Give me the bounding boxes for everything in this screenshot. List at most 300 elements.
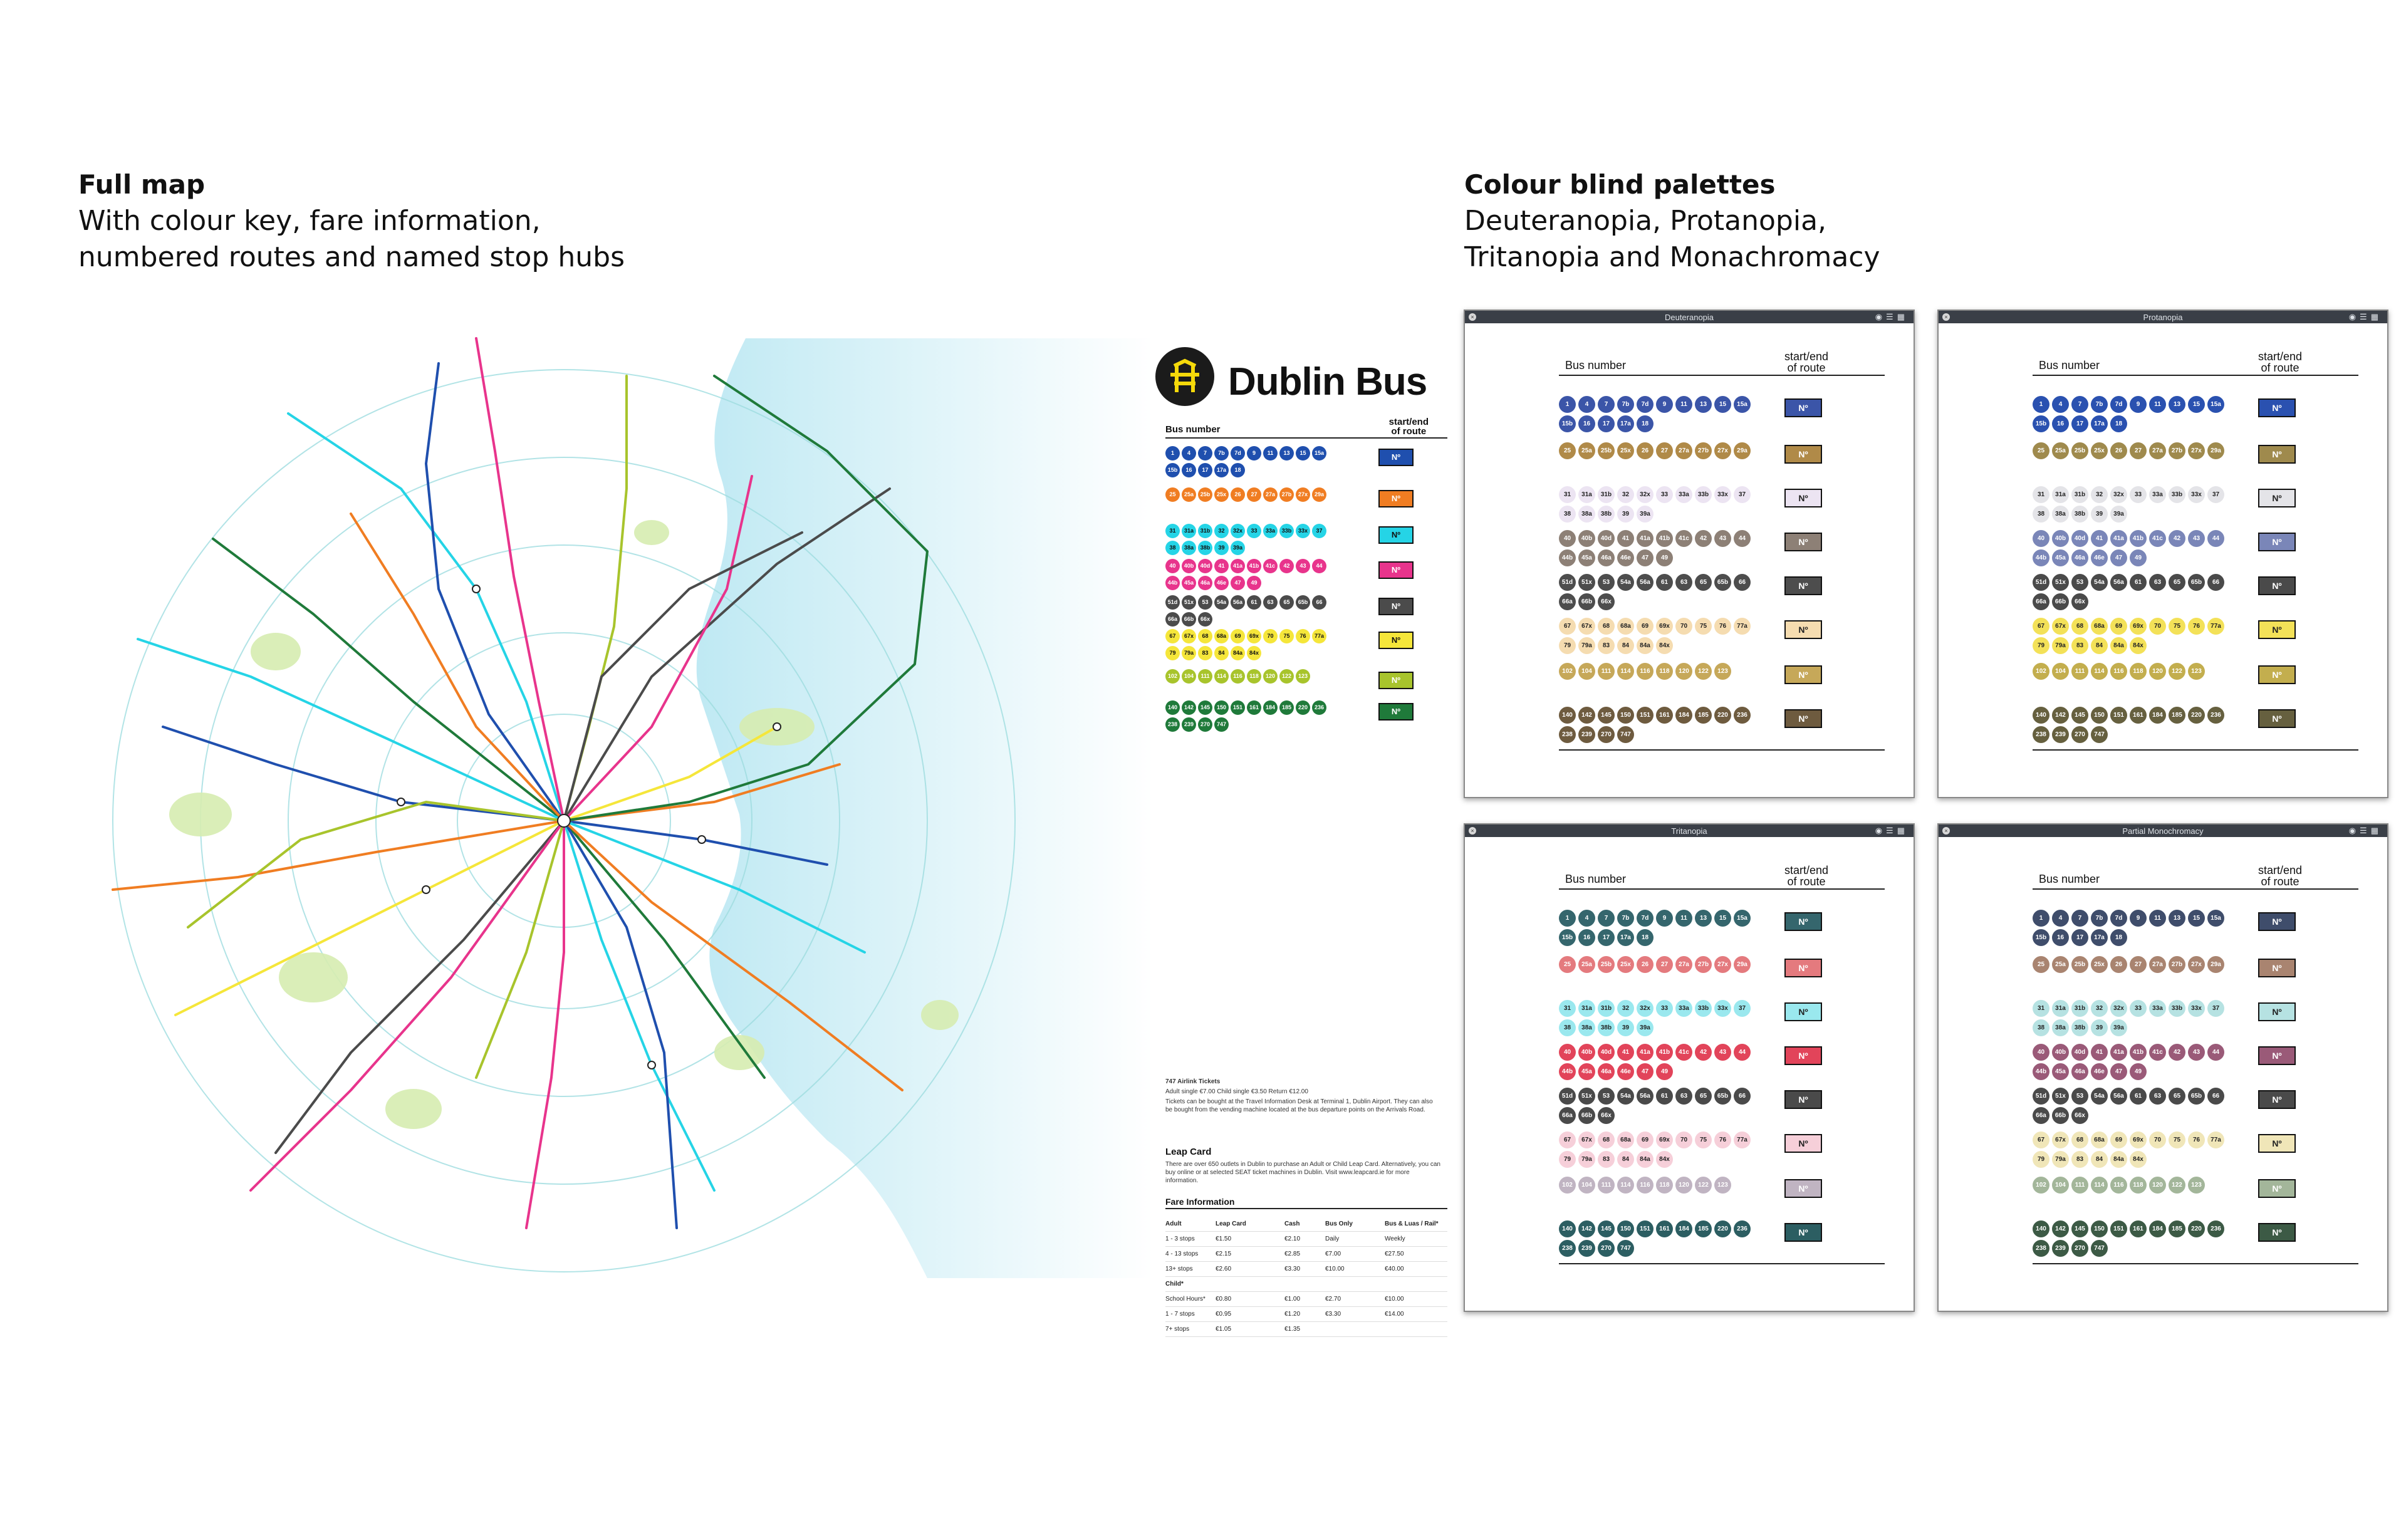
route-chip: 4 [1578, 910, 1595, 927]
eye-icon[interactable]: ◉ [1875, 312, 1887, 321]
route-chip: 68 [1598, 618, 1615, 635]
palette-divider [1559, 1263, 1885, 1264]
route-chip: 15b [2033, 415, 2049, 432]
route-chip: 9 [1247, 446, 1261, 460]
route-chip: 236 [2207, 1220, 2224, 1237]
route-chips [2033, 530, 2239, 569]
route-chip: 142 [2052, 1220, 2069, 1237]
route-chip: 49 [2130, 549, 2147, 566]
menu-icon[interactable]: ☰ [2360, 312, 2371, 321]
eye-icon[interactable]: ◉ [2348, 826, 2360, 835]
close-icon[interactable]: × [1469, 827, 1476, 835]
route-chip: 140 [1165, 700, 1180, 715]
route-chip: 145 [1598, 707, 1615, 724]
route-chip: 44b [2033, 1063, 2049, 1080]
route-chip: 44 [1734, 530, 1751, 547]
route-chips [1165, 595, 1335, 629]
route-chip: 41a [1637, 530, 1653, 547]
fare-row: 4 - 13 stops €2.15 €2.85 €7.00 €27.50 [1165, 1247, 1447, 1262]
route-chips [1559, 663, 1766, 682]
route-chip: 70 [1675, 1132, 1692, 1148]
route-chip: 31b [1598, 1000, 1615, 1017]
route-chip: 118 [2130, 1177, 2147, 1194]
route-chip: 118 [1656, 663, 1673, 680]
route-chip: 185 [1695, 707, 1712, 724]
route-chips [2033, 574, 2239, 613]
route-chip: 111 [1198, 669, 1212, 684]
route-end-marker: Nº [1784, 665, 1822, 684]
route-end-marker: Nº [1784, 912, 1822, 931]
route-chip: 56a [1637, 574, 1653, 591]
route-chip: 46e [1617, 549, 1634, 566]
route-chip: 32x [1231, 524, 1245, 538]
route-chip: 102 [1165, 669, 1180, 684]
route-chip: 239 [2052, 1240, 2069, 1257]
route-chip: 38b [1598, 506, 1615, 523]
route-chip: 61 [1247, 595, 1261, 610]
route-chip: 31b [1198, 524, 1212, 538]
window-controls[interactable] [2349, 312, 2382, 322]
route-chip: 56a [1637, 1088, 1653, 1105]
dublin-bus-poster [1153, 338, 1447, 1333]
route-chip: 1 [1559, 910, 1576, 927]
route-chip: 31 [1559, 486, 1576, 503]
route-chip: 66x [1598, 593, 1615, 610]
route-chip: 4 [1578, 396, 1595, 413]
route-chip: 84x [2130, 637, 2147, 654]
eye-icon[interactable]: ◉ [1875, 826, 1887, 835]
route-chip: 32x [2110, 1000, 2127, 1017]
route-chip: 123 [2188, 663, 2205, 680]
route-chip: 114 [2091, 1177, 2108, 1194]
route-chip: 16 [1578, 415, 1595, 432]
route-chip: 79a [1578, 1151, 1595, 1168]
route-chip: 33a [2149, 486, 2166, 503]
route-chip: 41a [2110, 1044, 2127, 1061]
route-chip: 7b [2091, 396, 2108, 413]
route-end-marker: Nº [1784, 576, 1822, 595]
route-chip: 161 [1656, 1220, 1673, 1237]
route-chip: 236 [2207, 707, 2224, 724]
route-chip: 116 [2110, 663, 2127, 680]
route-chip: 69x [1656, 618, 1673, 635]
route-chip: 56a [2110, 1088, 2127, 1105]
route-chip: 25a [1182, 487, 1196, 502]
route-chip: 79a [2052, 637, 2069, 654]
route-end-marker: Nº [2258, 445, 2296, 464]
route-chip: 69x [1247, 629, 1261, 643]
route-chip: 17a [1617, 929, 1634, 946]
route-chip: 25x [1617, 442, 1634, 459]
route-chip: 65b [1714, 1088, 1731, 1105]
route-chip: 79 [1165, 646, 1180, 660]
route-chip: 9 [1656, 910, 1673, 927]
route-chip: 39 [2091, 506, 2108, 523]
route-chip: 69 [1637, 1132, 1653, 1148]
grid-icon[interactable]: ▦ [2370, 312, 2382, 321]
route-chip: 67 [1165, 629, 1180, 643]
route-chip: 1 [2033, 396, 2049, 413]
route-chip: 118 [2130, 663, 2147, 680]
route-end-marker: Nº [1784, 1046, 1822, 1065]
route-chip: 27b [2169, 956, 2185, 973]
route-chip: 41c [2149, 530, 2166, 547]
route-chip: 31 [1165, 524, 1180, 538]
route-chip: 65 [1279, 595, 1294, 610]
route-chip: 236 [1312, 700, 1326, 715]
route-chip: 270 [1598, 726, 1615, 743]
route-chip: 29a [1312, 487, 1326, 502]
route-chip: 7d [1637, 910, 1653, 927]
route-chip: 25x [2091, 956, 2108, 973]
route-end-marker: Nº [2258, 533, 2296, 551]
route-chip: 63 [1675, 1088, 1692, 1105]
route-chips [2033, 663, 2239, 682]
route-chip: 27a [1675, 442, 1692, 459]
route-chip: 40d [1198, 559, 1212, 573]
route-chip: 116 [1231, 669, 1245, 684]
route-chip: 77a [2207, 1132, 2224, 1148]
route-chip: 185 [1279, 700, 1294, 715]
palette-header [1559, 862, 1885, 890]
route-chip: 25b [1198, 487, 1212, 502]
window-controls[interactable] [2349, 826, 2382, 836]
route-chip: 66a [1559, 593, 1576, 610]
route-chip: 63 [2149, 574, 2166, 591]
route-chip: 33 [2130, 486, 2147, 503]
route-chip: 25b [2071, 442, 2088, 459]
route-chip: 44 [2207, 1044, 2224, 1061]
route-chip: 47 [1231, 576, 1245, 590]
route-chip: 69x [2130, 1132, 2147, 1148]
route-end-marker: Nº [2258, 1002, 2296, 1021]
route-chip: 27 [2130, 442, 2147, 459]
route-chip: 75 [1279, 629, 1294, 643]
route-chip: 118 [1247, 669, 1261, 684]
route-chip: 44b [1559, 549, 1576, 566]
route-chip: 44b [1165, 576, 1180, 590]
route-end-marker: Nº [2258, 665, 2296, 684]
route-end-marker: Nº [1784, 1134, 1822, 1153]
route-chip: 185 [1695, 1220, 1712, 1237]
grid-icon[interactable]: ▦ [1897, 826, 1909, 835]
route-chip: 18 [1637, 929, 1653, 946]
route-chips [1559, 956, 1766, 976]
route-chip: 220 [1714, 1220, 1731, 1237]
route-chip: 79a [1578, 637, 1595, 654]
route-chip: 70 [2149, 618, 2166, 635]
route-chip: 184 [1263, 700, 1278, 715]
route-chip: 13 [2169, 910, 2185, 927]
route-chip: 185 [2169, 707, 2185, 724]
close-icon[interactable]: × [1942, 313, 1950, 321]
route-chip: 79 [1559, 637, 1576, 654]
route-chip: 40 [1559, 1044, 1576, 1061]
route-chip: 84a [1637, 637, 1653, 654]
route-chip: 51d [1559, 1088, 1576, 1105]
route-chip: 66b [1578, 593, 1595, 610]
route-chip: 83 [1598, 1151, 1615, 1168]
route-chip: 84a [1231, 646, 1245, 660]
route-chip: 120 [1675, 1177, 1692, 1194]
route-chip: 32x [1637, 1000, 1653, 1017]
fare-row: 7+ stops €1.05 €1.35 [1165, 1322, 1447, 1337]
route-chip: 53 [1598, 574, 1615, 591]
full-map-heading [78, 167, 625, 276]
route-chip: 270 [1598, 1240, 1615, 1257]
route-end-marker: Nº [2258, 1090, 2296, 1109]
route-chip: 65b [1714, 574, 1731, 591]
heading-line: numbered routes and named stop hubs [78, 241, 625, 273]
route-end-marker: Nº [1784, 489, 1822, 507]
route-chip: 41a [1637, 1044, 1653, 1061]
route-chip: 17 [2071, 929, 2088, 946]
heading-title: Full map [78, 169, 206, 200]
route-chip: 161 [1247, 700, 1261, 715]
route-chip: 76 [1714, 1132, 1731, 1148]
route-chip: 32x [1637, 486, 1653, 503]
route-chip: 31a [1578, 486, 1595, 503]
route-chip: 39 [2091, 1019, 2108, 1036]
route-chip: 77a [2207, 618, 2224, 635]
route-chips [1559, 1088, 1766, 1126]
route-chip: 120 [1675, 663, 1692, 680]
route-chip: 9 [2130, 910, 2147, 927]
route-chip: 33a [1263, 524, 1278, 538]
route-chip: 238 [2033, 726, 2049, 743]
route-chips [1559, 486, 1766, 525]
route-chip: 33 [1656, 486, 1673, 503]
route-chip: 40 [2033, 530, 2049, 547]
route-chip: 15a [1734, 910, 1751, 927]
close-icon[interactable]: × [1469, 313, 1476, 321]
route-chip: 239 [2052, 726, 2069, 743]
grid-icon[interactable]: ▦ [2370, 826, 2382, 835]
route-chip: 25 [1165, 487, 1180, 502]
route-chip: 43 [1296, 559, 1310, 573]
key-header [1165, 419, 1447, 439]
route-chips [1165, 446, 1335, 480]
route-chip: 236 [1734, 707, 1751, 724]
route-chip: 25 [2033, 442, 2049, 459]
route-chip: 27a [1675, 956, 1692, 973]
route-chip: 17 [1198, 463, 1212, 477]
route-chip: 27 [1247, 487, 1261, 502]
route-end-marker: Nº [2258, 1179, 2296, 1198]
route-chip: 41a [1231, 559, 1245, 573]
route-chip: 66b [2052, 1107, 2069, 1124]
route-chip: 75 [1695, 618, 1712, 635]
route-chip: 41c [1675, 530, 1692, 547]
route-chip: 27 [2130, 956, 2147, 973]
route-chip: 41a [2110, 530, 2127, 547]
window-controls[interactable] [1875, 312, 1909, 322]
route-chip: 37 [1734, 486, 1751, 503]
route-chip: 140 [2033, 1220, 2049, 1237]
route-chip: 29a [2207, 956, 2224, 973]
route-chip: 38 [2033, 506, 2049, 523]
window-controls[interactable] [1875, 826, 1909, 836]
route-end-marker: Nº [1784, 398, 1822, 417]
route-chip: 32x [2110, 486, 2127, 503]
route-chip: 26 [1231, 487, 1245, 502]
route-chip: 49 [1656, 549, 1673, 566]
route-chip: 17 [1598, 929, 1615, 946]
route-chips [2033, 1220, 2239, 1259]
route-chip: 33 [1656, 1000, 1673, 1017]
route-chip: 747 [2091, 726, 2108, 743]
route-chip: 11 [1675, 910, 1692, 927]
route-chip: 32 [2091, 1000, 2108, 1017]
route-chip: 31a [2052, 486, 2069, 503]
route-chip: 61 [1656, 574, 1673, 591]
route-chip: 40 [2033, 1044, 2049, 1061]
route-chip: 40d [1598, 1044, 1615, 1061]
route-chip: 43 [2188, 530, 2205, 547]
route-chip: 66x [1198, 612, 1212, 627]
route-chip: 65b [2188, 574, 2205, 591]
menu-icon[interactable]: ☰ [1886, 312, 1897, 321]
palette-divider [2033, 1263, 2358, 1264]
route-chip: 41b [1247, 559, 1261, 573]
route-chip: 7b [1617, 396, 1634, 413]
leap-card-text: There are over 650 outlets in Dublin to purchase an Adult or Child Leap Card. Alternatively, you can buy online or at selected SEAT ticket machines in Dublin. Visit www.leapcard.ie for more information. [1165, 1161, 1440, 1184]
start-end-label: start/end of route [1388, 417, 1429, 437]
route-chip: 41 [1617, 530, 1634, 547]
route-chip: 33b [1695, 486, 1712, 503]
route-chip: 142 [1182, 700, 1196, 715]
route-chip: 44 [1734, 1044, 1751, 1061]
route-chip: 53 [2071, 574, 2088, 591]
logo-text: Dublin Bus [1228, 360, 1427, 403]
route-chip: 7 [2071, 910, 2088, 927]
grid-icon[interactable]: ▦ [1897, 312, 1909, 321]
route-chip: 56a [2110, 574, 2127, 591]
route-chip: 45a [1182, 576, 1196, 590]
route-chip: 67 [1559, 1132, 1576, 1148]
fare-header-row: Adult Leap Card Cash Bus Only Bus & Luas / Rail* [1165, 1217, 1447, 1232]
route-chip: 37 [1734, 1000, 1751, 1017]
route-chip: 54a [2091, 574, 2108, 591]
route-chip: 83 [1598, 637, 1615, 654]
route-chip: 220 [1296, 700, 1310, 715]
route-chip: 16 [2052, 929, 2069, 946]
route-chip: 51x [1578, 1088, 1595, 1105]
route-chip: 27x [2188, 956, 2205, 973]
route-chip: 15a [1312, 446, 1326, 460]
route-chip: 69 [1637, 618, 1653, 635]
route-chip: 151 [1231, 700, 1245, 715]
route-chip: 63 [2149, 1088, 2166, 1105]
route-chip: 145 [1198, 700, 1212, 715]
route-chip: 151 [1637, 707, 1653, 724]
fare-row: 13+ stops €2.60 €3.30 €10.00 €40.00 [1165, 1262, 1447, 1277]
route-chip: 33x [1714, 486, 1731, 503]
route-chip: 142 [2052, 707, 2069, 724]
close-icon[interactable]: × [1942, 827, 1950, 835]
menu-icon[interactable]: ☰ [1886, 826, 1897, 835]
route-chip: 38b [2071, 1019, 2088, 1036]
route-chip: 40d [1598, 530, 1615, 547]
window-titlebar[interactable] [1465, 825, 1914, 837]
route-chip: 27b [1695, 442, 1712, 459]
route-chip: 27 [1656, 956, 1673, 973]
route-chip: 65 [1695, 1088, 1712, 1105]
route-chip: 184 [2149, 1220, 2166, 1237]
route-chip: 747 [2091, 1240, 2108, 1257]
route-chip: 11 [1675, 396, 1692, 413]
route-chip: 17 [2071, 415, 2088, 432]
route-chip: 114 [1617, 663, 1634, 680]
route-chip: 25 [2033, 956, 2049, 973]
start-end-label: start/end of route [1784, 864, 1829, 888]
window-title: Tritanopia [1671, 826, 1707, 836]
route-end-marker: Nº [2258, 576, 2296, 595]
route-chip: 9 [1656, 396, 1673, 413]
window-titlebar[interactable] [1939, 825, 2387, 837]
route-chip: 32 [2091, 486, 2108, 503]
route-chips [2033, 396, 2239, 435]
ticket-title: 747 Airlink Tickets [1165, 1078, 1221, 1085]
route-chip: 7 [2071, 396, 2088, 413]
route-chip: 84x [1247, 646, 1261, 660]
route-chip: 161 [2130, 1220, 2147, 1237]
route-chip: 38 [1165, 541, 1180, 555]
route-end-marker: Nº [1784, 445, 1822, 464]
route-chip: 15a [2207, 910, 2224, 927]
route-chip: 26 [2110, 442, 2127, 459]
route-chip: 67x [1578, 618, 1595, 635]
route-chip: 15b [2033, 929, 2049, 946]
route-chip: 46e [1617, 1063, 1634, 1080]
route-chip: 45a [1578, 549, 1595, 566]
route-end-marker: Nº [1784, 1179, 1822, 1198]
route-chip: 53 [2071, 1088, 2088, 1105]
route-chip: 239 [1578, 1240, 1595, 1257]
route-chip: 42 [1695, 530, 1712, 547]
window-titlebar[interactable] [1939, 311, 2387, 323]
route-chips [2033, 707, 2239, 746]
start-end-label: start/end of route [2258, 864, 2303, 888]
palette-header [2033, 348, 2358, 376]
route-chip: 29a [2207, 442, 2224, 459]
route-chip: 31b [2071, 486, 2088, 503]
route-chip: 66 [1734, 574, 1751, 591]
route-chip: 27a [1263, 487, 1278, 502]
route-chip: 84a [2110, 1151, 2127, 1168]
route-chip: 120 [1263, 669, 1278, 684]
route-chip: 747 [1214, 717, 1229, 732]
menu-icon[interactable]: ☰ [2360, 826, 2371, 835]
route-chip: 270 [2071, 1240, 2088, 1257]
window-titlebar[interactable] [1465, 311, 1914, 323]
route-chip: 49 [2130, 1063, 2147, 1080]
route-chip: 61 [1656, 1088, 1673, 1105]
route-chip: 33x [2188, 1000, 2205, 1017]
route-chip: 67x [1578, 1132, 1595, 1148]
route-chip: 44b [2033, 549, 2049, 566]
route-chip: 47 [2110, 549, 2127, 566]
route-chip: 84a [2110, 637, 2127, 654]
route-chip: 145 [2071, 1220, 2088, 1237]
start-end-label: start/end of route [1784, 350, 1829, 374]
route-chip: 65 [2169, 574, 2185, 591]
route-chips [2033, 956, 2239, 976]
route-chip: 44 [1312, 559, 1326, 573]
route-chips [1559, 530, 1766, 569]
route-chip: 17a [1214, 463, 1229, 477]
eye-icon[interactable]: ◉ [2348, 312, 2360, 321]
